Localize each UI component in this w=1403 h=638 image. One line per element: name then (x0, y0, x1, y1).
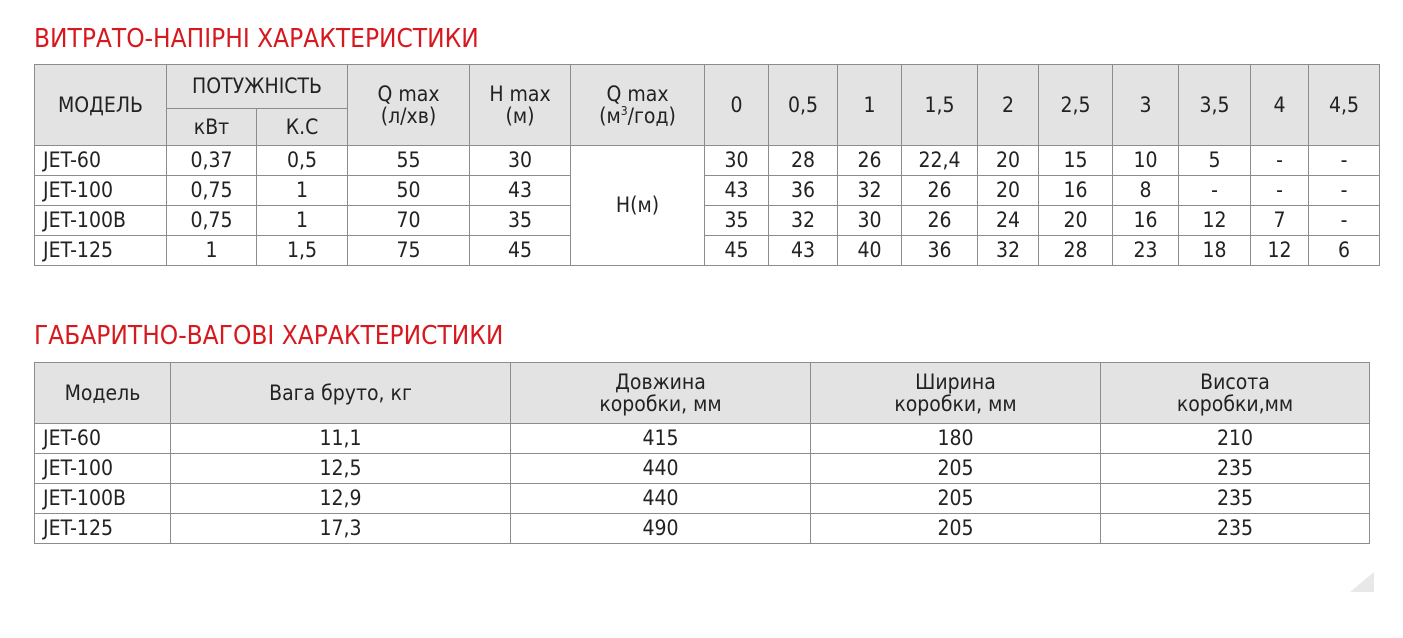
header-qmax-m3: Q max $(м^3/год)$ (571, 65, 705, 146)
cell-head: 5 (1179, 146, 1251, 176)
cell-head: 30 (705, 146, 769, 176)
cell-weight: 11,1 (171, 424, 511, 454)
flow-head-title: ВИТРАТО-НАПІРНІ ХАРАКТЕРИСТИКИ (34, 24, 479, 54)
cell-model: JET-125 (35, 236, 167, 266)
cell-length: 440 (511, 484, 811, 514)
cell-weight: 12,9 (171, 484, 511, 514)
cell-head: 20 (978, 146, 1039, 176)
cell-head: 15 (1039, 146, 1113, 176)
cell-length: 415 (511, 424, 811, 454)
dimensions-title: ГАБАРИТНО-ВАГОВІ ХАРАКТЕРИСТИКИ (34, 321, 504, 351)
cell-hp: 0,5 (257, 146, 348, 176)
table-row (35, 514, 1370, 544)
cell-kw: 0,37 (167, 146, 257, 176)
flow-head-table (34, 64, 1380, 266)
header-kw: кВт (167, 109, 257, 146)
cell-length: 490 (511, 514, 811, 544)
header-flow-point: 0 (705, 65, 769, 146)
cell-head: 43 (769, 236, 838, 266)
cell-kw: 1 (167, 236, 257, 266)
dimensions-table (34, 362, 1370, 544)
cell-height: 235 (1101, 484, 1370, 514)
cell-head: - (1179, 176, 1251, 206)
cell-head: 36 (902, 236, 978, 266)
header-flow-point: 4,5 (1309, 65, 1380, 146)
cell-length: 440 (511, 454, 811, 484)
table-row (35, 146, 1380, 176)
cell-model: JET-100B (35, 206, 167, 236)
cell-hmax: 35 (470, 206, 571, 236)
header-flow-point: 2,5 (1039, 65, 1113, 146)
cell-qmax: 70 (348, 206, 470, 236)
cell-kw: 0,75 (167, 176, 257, 206)
cell-model: JET-100B (35, 484, 171, 514)
cell-qmax: 50 (348, 176, 470, 206)
cell-head: 40 (838, 236, 902, 266)
cell-head: 26 (902, 206, 978, 236)
cell-hmax: 30 (470, 146, 571, 176)
cell-hmax: 43 (470, 176, 571, 206)
cell-h-label: H(м) (571, 146, 705, 266)
cell-head: - (1251, 176, 1309, 206)
header-flow-point: 3 (1113, 65, 1179, 146)
table-header-row (35, 65, 1380, 109)
table-row (35, 454, 1370, 484)
header-box-height: Висота коробки,мм (1101, 363, 1370, 424)
header-hmax: H max (м) (470, 65, 571, 146)
cell-qmax: 55 (348, 146, 470, 176)
cell-head: 16 (1113, 206, 1179, 236)
header-flow-point: 0,5 (769, 65, 838, 146)
header-flow-point: 2 (978, 65, 1039, 146)
page-corner-decoration (1350, 572, 1374, 592)
cell-head: 8 (1113, 176, 1179, 206)
table-row (35, 424, 1370, 454)
header-flow-point: 1 (838, 65, 902, 146)
cell-width: 205 (811, 514, 1101, 544)
table-header-row (35, 363, 1370, 424)
cell-head: 28 (1039, 236, 1113, 266)
cell-model: JET-100 (35, 454, 171, 484)
cell-weight: 17,3 (171, 514, 511, 544)
cell-height: 235 (1101, 454, 1370, 484)
cell-head: 30 (838, 206, 902, 236)
cell-height: 210 (1101, 424, 1370, 454)
table-row (35, 176, 1380, 206)
cell-hp: 1 (257, 206, 348, 236)
cell-head: 36 (769, 176, 838, 206)
cell-qmax: 75 (348, 236, 470, 266)
cell-head: 6 (1309, 236, 1380, 266)
cell-hp: 1,5 (257, 236, 348, 266)
cell-width: 205 (811, 484, 1101, 514)
header-weight: Вага бруто, кг (171, 363, 511, 424)
cell-head: 24 (978, 206, 1039, 236)
header-hp: К.С (257, 109, 348, 146)
cell-model: JET-60 (35, 424, 171, 454)
cell-head: 22,4 (902, 146, 978, 176)
header-power: ПОТУЖНІСТЬ (167, 65, 348, 109)
cell-head: 18 (1179, 236, 1251, 266)
cell-head: - (1251, 146, 1309, 176)
cell-head: 12 (1251, 236, 1309, 266)
cell-head: 10 (1113, 146, 1179, 176)
table-row (35, 206, 1380, 236)
cell-hmax: 45 (470, 236, 571, 266)
header-box-width: Ширина коробки, мм (811, 363, 1101, 424)
cell-model: JET-100 (35, 176, 167, 206)
cell-head: - (1309, 176, 1380, 206)
table-row (35, 236, 1380, 266)
cell-head: 20 (1039, 206, 1113, 236)
header-model: Модель (35, 363, 171, 424)
cell-head: - (1309, 146, 1380, 176)
table-row (35, 484, 1370, 514)
cell-head: 43 (705, 176, 769, 206)
cell-head: 26 (838, 146, 902, 176)
cell-head: 35 (705, 206, 769, 236)
cell-weight: 12,5 (171, 454, 511, 484)
header-box-length: Довжина коробки, мм (511, 363, 811, 424)
cell-width: 180 (811, 424, 1101, 454)
cell-head: - (1309, 206, 1380, 236)
cell-head: 12 (1179, 206, 1251, 236)
header-model: МОДЕЛЬ (35, 65, 167, 146)
cell-model: JET-125 (35, 514, 171, 544)
cell-head: 32 (769, 206, 838, 236)
cell-head: 32 (838, 176, 902, 206)
cell-head: 23 (1113, 236, 1179, 266)
cell-head: 7 (1251, 206, 1309, 236)
cell-hp: 1 (257, 176, 348, 206)
cell-width: 205 (811, 454, 1101, 484)
cell-kw: 0,75 (167, 206, 257, 236)
header-flow-point: 4 (1251, 65, 1309, 146)
cell-head: 28 (769, 146, 838, 176)
cell-head: 45 (705, 236, 769, 266)
cell-model: JET-60 (35, 146, 167, 176)
cell-head: 20 (978, 176, 1039, 206)
cell-head: 16 (1039, 176, 1113, 206)
cell-head: 32 (978, 236, 1039, 266)
header-qmax-l: Q max (л/хв) (348, 65, 470, 146)
header-flow-point: 1,5 (902, 65, 978, 146)
header-flow-point: 3,5 (1179, 65, 1251, 146)
cell-height: 235 (1101, 514, 1370, 544)
cell-head: 26 (902, 176, 978, 206)
